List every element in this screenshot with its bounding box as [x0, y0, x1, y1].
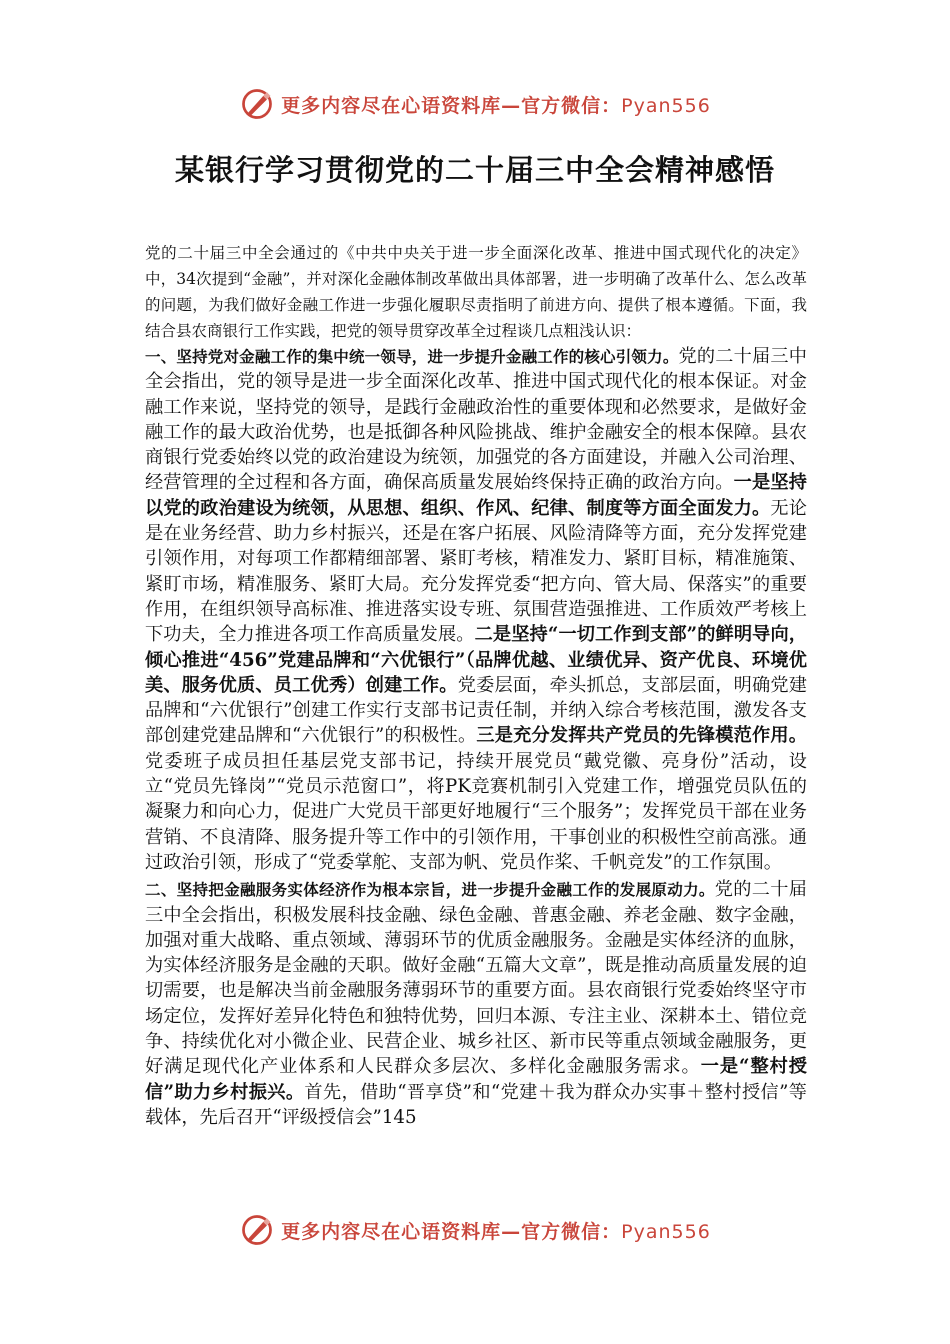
page-title: 某银行学习贯彻党的二十届三中全会精神感悟 [174, 153, 775, 187]
section-1-point-2: 二是坚持“一切工作到支部”的鲜明导向，倾心推进“456”党建品牌和“六优银行”（品牌优越、业绩优异、资产优良、环境优美、服务优质、员工优秀）创建工作。 [145, 624, 807, 696]
section-1: 一、坚持党对金融工作的集中统一领导，进一步提升金融工作的核心引领力。党的二十届三中全会指出，党的领导是进一步全面深化改革、推进中国式现代化的根本保证。对金融工作来说，坚持党的领导，是践行金融政治性的重要体现和必然要求，是做好金融工作的最大政治优势，也是抵御各种风险挑战、维护金融安全的根本保障。县农商银行党委始终以党的政治建设为统领，加强党的各方面建设，并融入公司治理、经营管理的全过程和各方面，确保高质量发展始终保持正确的政治方向。一是坚持以党的政治建设为统领，从思想、组织、作风、纪律、制度等方面全面发力。无论是在业务经营、助力乡村振兴，还是在客户拓展、风险清降等方面，充分发挥党建引领作用，对每项工作都精细部署、紧盯考核，精准发力、紧盯目标，精准施策、紧盯市场，精准服务、紧盯大局。充分发挥党委“把方向、管大局、保落实”的重要作用，在组织领导高标准、推进落实设专班、氛围营造强推进、工作质效严考核上下功夫，全力推进各项工作高质量发展。二是坚持“一切工作到支部”的鲜明导向，倾心推进“456”党建品牌和“六优银行”（品牌优越、业绩优异、资产优良、环境优美、服务优质、员工优秀）创建工作。党委层面，牵头抓总，支部层面，明确党建品牌和“六优银行”创建工作实行支部书记责任制，并纳入综合考核范围，激发各支部创建党建品牌和“六优银行”的积极性。三是充分发挥共产党员的先锋模范作用。党委班子成员担任基层党支部书记，持续开展党员“戴党徽、亮身份”活动，设立“党员先锋岗”“党员示范窗口”，将PK竞赛机制引入党建工作，增强党员队伍的凝聚力和向心力，促进广大党员干部更好地履行“三个服务”；发挥党员干部在业务营销、不良清降、服务提升等工作中的引领作用，干事创业的积极性空前高涨。通过政治引领，形成了“党委掌舵、支部为帆、党员作桨、千帆竞发”的工作氛围。 [145, 346, 807, 873]
section-1-point-3: 三是充分发挥共产党员的先锋模范作用。 [476, 725, 807, 747]
header-banner [0, 82, 950, 126]
intro-paragraph: 党的二十届三中全会通过的《中共中央关于进一步全面深化改革、推进中国式现代化的决定》中，34次提到“金融”，并对深化金融体制改革做出具体部署，进一步明确了改革什么、怎么改革的问题，为我们做好金融工作进一步强化履职尽责指明了前进方向、提供了根本遵循。下面，我结合县农商银行工作实践，把党的领导贯穿改革全过程谈几点粗浅认识： [145, 244, 807, 340]
section-1-point-1: 一是坚持以党的政治建设为统领，从思想、组织、作风、纪律、制度等方面全面发力。 [145, 472, 807, 519]
section-1-heading: 一、坚持党对金融工作的集中统一领导，进一步提升金融工作的核心引领力。 [145, 347, 679, 366]
banner-text: 更多内容尽在心语资料库—官方微信：Pyan556 [281, 94, 711, 117]
banner-text: 更多内容尽在心语资料库—官方微信：Pyan556 [281, 1220, 711, 1243]
footer-banner [0, 1208, 950, 1252]
section-2-heading: 二、坚持把金融服务实体经济作为根本宗旨，进一步提升金融工作的发展原动力。 [145, 880, 715, 900]
section-2: 二、坚持把金融服务实体经济作为根本宗旨，进一步提升金融工作的发展原动力。党的二十届三中全会指出，积极发展科技金融、绿色金融、普惠金融、养老金融、数字金融，加强对重大战略、重点领域、薄弱环节的优质金融服务。金融是实体经济的血脉，为实体经济服务是金融的天职。做好金融“五篇大文章”，既是推动高质量发展的迫切需要，也是解决当前金融服务薄弱环节的重要方面。县农商银行党委始终坚守市场定位，发挥好差异化特色和独特优势，回归本源、专注主业、深耕本土、错位竞争、持续优化对小微企业、民营企业、城乡社区、新市民等重点领域金融服务，更好满足现代化产业体系和人民群众多层次、多样化金融服务需求。一是“整村授信”助力乡村振兴。首先，借助“晋享贷”和“党建＋我为群众办实事＋整村授信”等载体，先后召开“评级授信会”145 [145, 879, 807, 1128]
pen-logo-icon [239, 86, 275, 122]
section-2-point-1: 一是“整村授信”助力乡村振兴。 [145, 1056, 807, 1103]
pen-logo-icon [239, 1212, 275, 1248]
document-body [145, 240, 807, 1130]
